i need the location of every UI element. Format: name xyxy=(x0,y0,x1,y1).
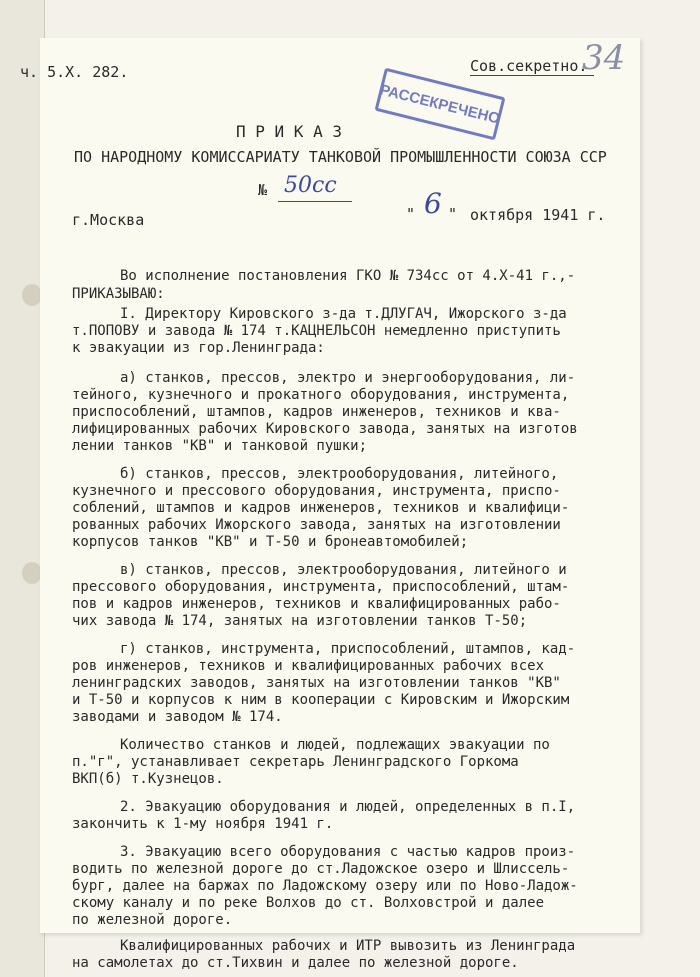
body-line: ВКП(б) т.Кузнецов. xyxy=(72,771,224,787)
document-title: П Р И К А З xyxy=(236,122,342,141)
body-line: а) станков, прессов, электро и энергооборудования, ли- xyxy=(120,370,576,386)
body-line: водить по железной дороге до ст.Ладожское озеро и Шлиссель- xyxy=(72,861,570,877)
order-number-sign: № xyxy=(258,181,268,199)
classification-label: Сов.секретно. xyxy=(470,57,588,75)
declassified-stamp: РАССЕКРЕЧЕНО xyxy=(375,68,506,141)
classification-underline xyxy=(470,75,594,76)
body-line: лифицированных рабочих Кировского завода, занятых на изготов xyxy=(72,421,578,437)
facing-page-edge xyxy=(0,0,45,977)
body-line: приспособлений, штампов, кадров инженеров, техников и ква- xyxy=(72,404,561,420)
binding-hole xyxy=(22,562,42,584)
body-line: I. Директору Кировского з-да т.ДЛУГАЧ, Ижорского з-да xyxy=(120,306,567,322)
body-line: по железной дороге. xyxy=(72,912,233,928)
body-line: т.ПОПОВУ и завода № 174 т.КАЦНЕЛЬСОН немедленно приступить xyxy=(72,323,561,339)
body-line: скому каналу и по реке Волхов до ст. Волховстрой и далее xyxy=(72,895,545,911)
city: г.Москва xyxy=(72,211,145,229)
body-line: г) станков, инструмента, приспособлений, штампов, кад- xyxy=(120,641,576,657)
body-line: соблений, штампов и кадров инженеров, техников и квалифици- xyxy=(72,500,570,516)
body-line: прессового оборудования, инструмента, приспособлений, штам- xyxy=(72,579,570,595)
body-line: корпусов танков "КВ" и Т-50 и бронеавтомобилей; xyxy=(72,534,469,550)
body-line: на самолетах до ст.Тихвин и далее по железной дороге. xyxy=(72,955,519,971)
body-line: Количество станков и людей, подлежащих эвакуации по xyxy=(120,737,550,753)
body-line: тейного, кузнечного и прокатного оборудования, инструмента, xyxy=(72,387,570,403)
body-line: рованных рабочих Ижорского завода, занятых на изготовлении xyxy=(72,517,561,533)
order-number: 50сс xyxy=(284,173,337,198)
body-line: ПРИКАЗЫВАЮ: xyxy=(72,286,165,302)
body-line: чих завода № 174, занятых на изготовлении танков Т-50; xyxy=(72,613,528,629)
reference-number: ч. 5.Х. 282. xyxy=(20,63,129,81)
body-line: пов и кадров инженеров, техников и квалифицированных рабо- xyxy=(72,596,561,612)
date-quote-open: " xyxy=(406,205,416,223)
body-line: в) станков, прессов, электрооборудования, литейного и xyxy=(120,562,567,578)
body-line: заводами и заводом № 174. xyxy=(72,709,283,725)
page-number: 34 xyxy=(582,38,626,78)
body-line: и Т-50 и корпусов к ним в кооперации с Кировским и Ижорским xyxy=(72,692,570,708)
body-line: бург, далее на баржах по Ладожскому озеру или по Ново-Ладож- xyxy=(72,878,578,894)
body-line: б) станков, прессов, электрооборудования, литейного, xyxy=(120,466,559,482)
title-line: ПО НАРОДНОМУ КОМИССАРИАТУ ТАНКОВОЙ ПРОМЫШЛЕННОСТИ СОЮЗА ССР xyxy=(74,148,607,166)
body-line: Во исполнение постановления ГКО № 734сс от 4.Х-41 г.,- xyxy=(120,268,576,284)
body-line: ленинградских заводов, занятых на изготовлении танков "КВ" xyxy=(72,675,561,691)
body-line: лении танков "КВ" и танковой пушки; xyxy=(72,438,368,454)
body-line: Квалифицированных рабочих и ИТР вывозить из Ленинграда xyxy=(120,938,576,954)
body-line: закончить к 1-му ноября 1941 г. xyxy=(72,816,334,832)
date-day: 6 xyxy=(424,187,442,220)
body-line: к эвакуации из гор.Ленинграда: xyxy=(72,340,325,356)
binding-hole xyxy=(22,284,42,306)
date-rest: октября 1941 г. xyxy=(470,206,606,224)
body-line: ров инженеров, техников и квалифицированных рабочих всех xyxy=(72,658,545,674)
body-line: п."г", устанавливает секретарь Ленинградского Горкома xyxy=(72,754,519,770)
body-line: 2. Эвакуацию оборудования и людей, определенных в п.I, xyxy=(120,799,576,815)
body-line: 3. Эвакуацию всего оборудования с частью кадров произ- xyxy=(120,844,576,860)
order-number-underline xyxy=(278,201,352,202)
date-quote-close: " xyxy=(448,205,458,223)
body-line: кузнечного и прессового оборудования, инструмента, приспо- xyxy=(72,483,561,499)
